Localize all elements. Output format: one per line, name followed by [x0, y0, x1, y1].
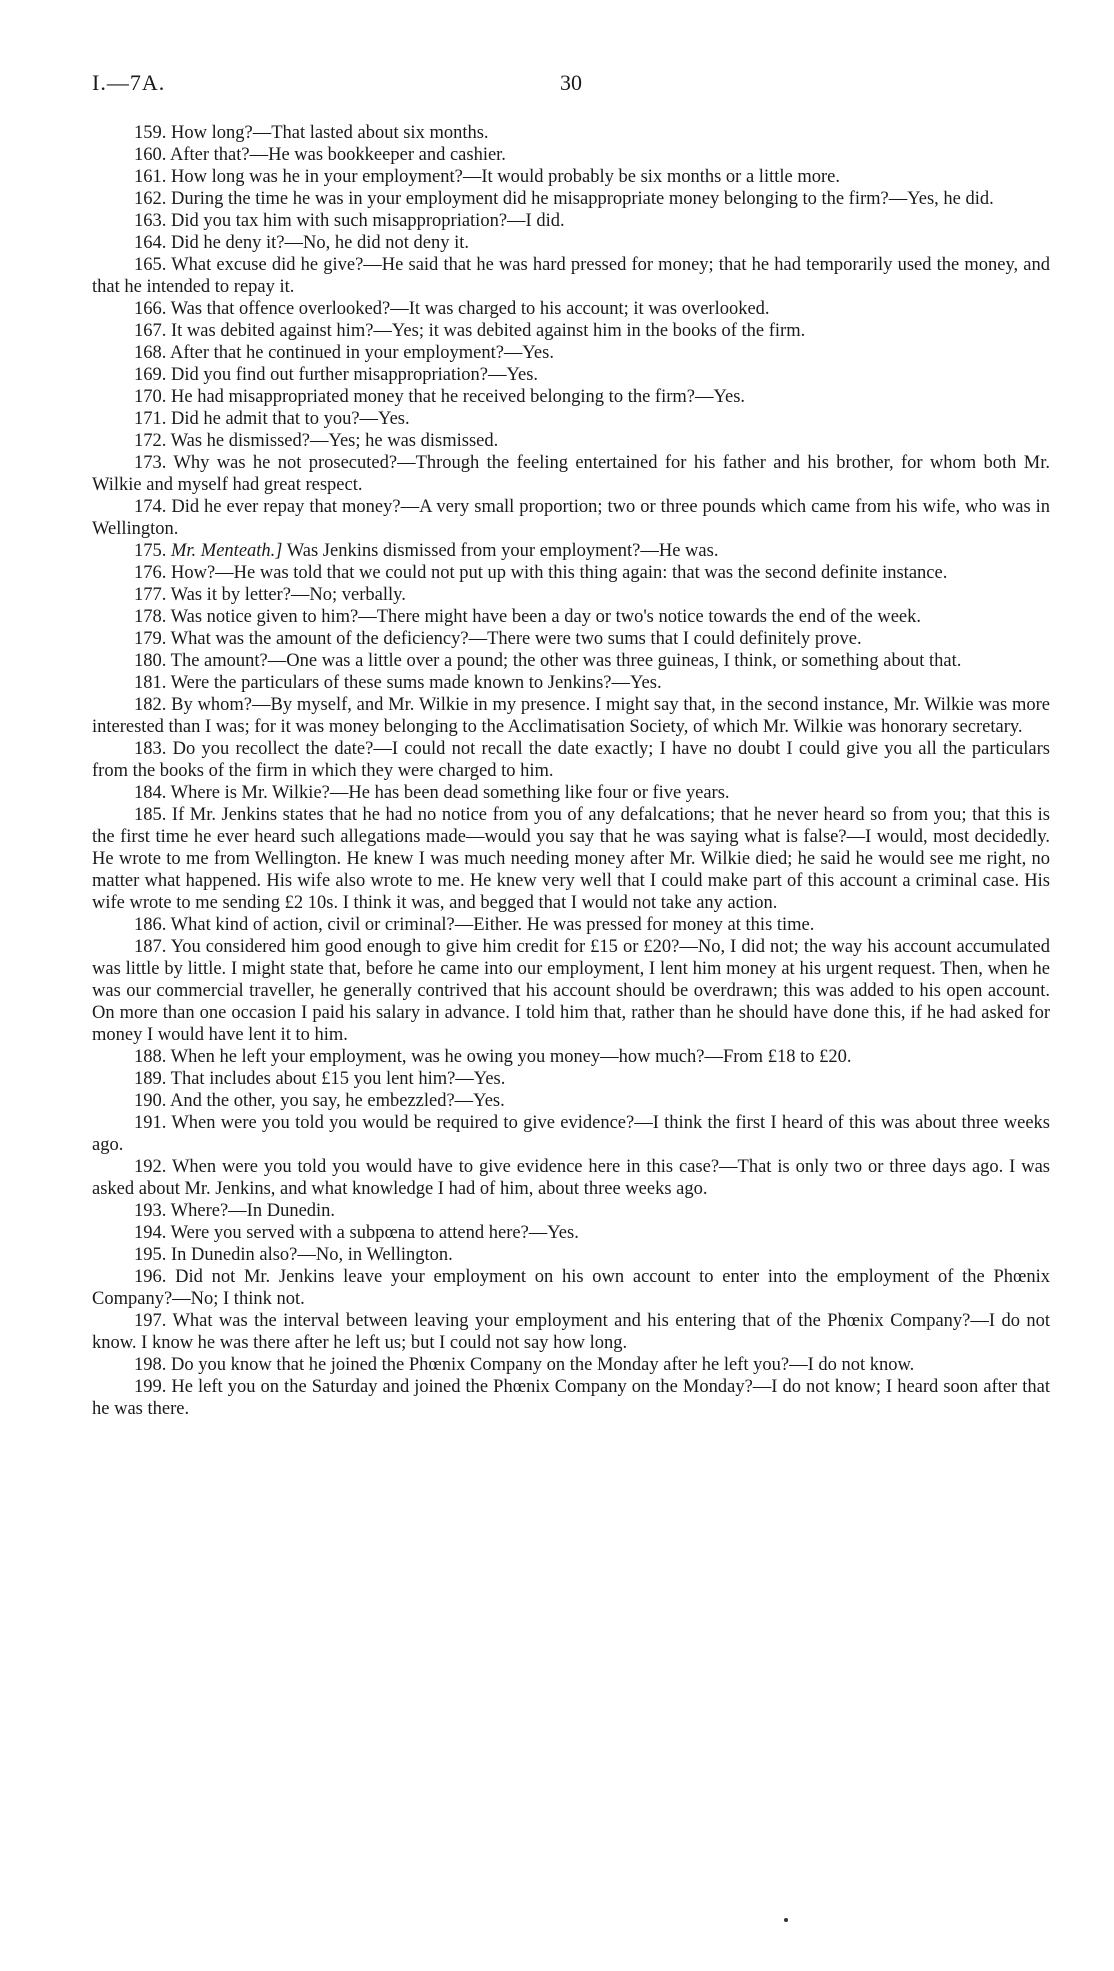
question-number: 191.	[134, 1113, 167, 1133]
question-number: 182.	[134, 695, 167, 715]
question-answer-text: What kind of action, civil or criminal?—Either. He was pressed for money at this time.	[170, 915, 815, 935]
question-number: 195.	[134, 1245, 167, 1265]
question-answer-text: During the time he was in your employment did he misappropriate money belonging to the firm?—Yes, he did.	[171, 189, 994, 209]
testimony-paragraph	[92, 562, 1050, 584]
question-number: 183.	[134, 739, 167, 759]
testimony-paragraph	[92, 1090, 1050, 1112]
question-answer-text: What was the amount of the deficiency?—There were two sums that I could definitely prove.	[170, 629, 862, 649]
question-answer-text: Where?—In Dunedin.	[170, 1201, 336, 1221]
question-answer-text: By whom?—By myself, and Mr. Wilkie in my presence. I might say that, in the second instance, Mr. Wilkie was more interested than I was; for it was money belonging to the Acclimatisation Society, of which Mr. Wilkie was honorary secretary.	[92, 695, 1050, 737]
question-number: 173.	[134, 453, 167, 473]
question-number: 198.	[134, 1355, 167, 1375]
testimony-paragraph	[92, 342, 1050, 364]
question-answer-text: Did not Mr. Jenkins leave your employment on his own account to enter into the employment of the Phœnix Company?—No; I think not.	[92, 1267, 1050, 1309]
question-number: 166.	[134, 299, 167, 319]
testimony-paragraph	[92, 1266, 1050, 1310]
question-answer-text: In Dunedin also?—No, in Wellington.	[171, 1245, 453, 1265]
testimony-paragraph	[92, 320, 1050, 342]
testimony-paragraph	[92, 1244, 1050, 1266]
testimony-paragraph	[92, 430, 1050, 452]
question-answer-text: What was the interval between leaving your employment and his entering that of the Phœnix Company?—I do not know. I know he was there after he left us; but I could not say how long.	[92, 1311, 1050, 1353]
question-number: 178.	[134, 607, 167, 627]
testimony-paragraph	[92, 694, 1050, 738]
question-number: 188.	[134, 1047, 167, 1067]
question-number: 187.	[134, 937, 167, 957]
question-answer-text: Did you find out further misappropriation?—Yes.	[171, 365, 539, 385]
question-answer-text: That includes about £15 you lent him?—Yes.	[170, 1069, 506, 1089]
testimony-paragraph	[92, 166, 1050, 188]
testimony-paragraph	[92, 540, 1050, 562]
testimony-paragraph	[92, 1200, 1050, 1222]
question-number: 179.	[134, 629, 167, 649]
question-number: 162.	[134, 189, 167, 209]
question-answer-text: It was debited against him?—Yes; it was debited against him in the books of the firm.	[171, 321, 806, 341]
question-answer-text: When he left your employment, was he owing you money—how much?—From £18 to £20.	[170, 1047, 852, 1067]
testimony-paragraph	[92, 408, 1050, 430]
question-number: 174.	[134, 497, 167, 517]
question-answer-text: After that he continued in your employment?—Yes.	[169, 343, 554, 363]
testimony-paragraph	[92, 1156, 1050, 1200]
question-answer-text: Did he deny it?—No, he did not deny it.	[171, 233, 470, 253]
question-answer-text: Did he ever repay that money?—A very small proportion; two or three pounds which came from his wife, who was in Wellington.	[92, 497, 1050, 539]
question-answer-text: Were the particulars of these sums made known to Jenkins?—Yes.	[170, 673, 662, 693]
question-answer-text: And the other, you say, he embezzled?—Yes.	[169, 1091, 505, 1111]
testimony-paragraph	[92, 1310, 1050, 1354]
question-answer-text: How long was he in your employment?—It would probably be six months or a little more.	[171, 167, 840, 187]
question-number: 164.	[134, 233, 167, 253]
testimony-paragraph	[92, 298, 1050, 320]
question-number: 171.	[134, 409, 167, 429]
question-answer-text: He had misappropriated money that he received belonging to the firm?—Yes.	[171, 387, 746, 407]
question-number: 176.	[134, 563, 167, 583]
question-answer-text: When were you told you would have to give evidence here in this case?—That is only two or three days ago. I was asked about Mr. Jenkins, and what knowledge I had of him, about three weeks ago.	[92, 1157, 1050, 1199]
question-number: 170.	[134, 387, 167, 407]
question-answer-text: When were you told you would be required to give evidence?—I think the first I heard of this was about three weeks ago.	[92, 1113, 1050, 1155]
question-answer-text: The amount?—One was a little over a pound; the other was three guineas, I think, or something about that.	[170, 651, 962, 671]
testimony-paragraph	[92, 804, 1050, 914]
question-answer-text: How?—He was told that we could not put up with this thing again: that was the second definite instance.	[171, 563, 948, 583]
testimony-paragraph	[92, 782, 1050, 804]
testimony-paragraph	[92, 188, 1050, 210]
question-answer-text: What excuse did he give?—He said that he was hard pressed for money; that he had temporarily used the money, and that he intended to repay it.	[92, 255, 1050, 297]
speaker-name: Mr. Menteath.]	[171, 541, 283, 561]
question-answer-text: After that?—He was bookkeeper and cashier.	[169, 145, 506, 165]
question-number: 167.	[134, 321, 167, 341]
question-number: 196.	[134, 1267, 167, 1287]
question-answer-text: Was he dismissed?—Yes; he was dismissed.	[170, 431, 499, 451]
testimony-paragraph	[92, 232, 1050, 254]
testimony-paragraph	[92, 210, 1050, 232]
question-number: 185.	[134, 805, 167, 825]
testimony-paragraph	[92, 1068, 1050, 1090]
question-number: 175.	[134, 541, 167, 561]
question-answer-text: You considered him good enough to give him credit for £15 or £20?—No, I did not; the way his account accumulated was little by little. I might state that, before he came into our employment, I lent him money at his urgent request. Then, when he was our commercial traveller, he generally contrived that his account should be overdrawn; this was added to his open account. On more than one occasion I paid his salary in advance. I told him that, rather than he should have done this, if he had asked for money I would have lent it to him.	[92, 937, 1050, 1045]
question-answer-text: Why was he not prosecuted?—Through the feeling entertained for his father and his brother, for whom both Mr. Wilkie and myself had great respect.	[92, 453, 1051, 495]
question-number: 199.	[134, 1377, 167, 1397]
question-number: 163.	[134, 211, 167, 231]
testimony-paragraph	[92, 914, 1050, 936]
scan-speck	[784, 1918, 788, 1922]
page-number: 30	[560, 70, 582, 95]
testimony-body	[92, 122, 1050, 1420]
question-number: 159.	[134, 123, 167, 143]
document-reference: I.—7A.	[92, 70, 166, 95]
question-answer-text: If Mr. Jenkins states that he had no notice from you of any defalcations; that he never heard so from you; that this is the first time he ever heard such allegations made—would you say that he was saying what is false?—I would, most decidedly. He wrote to me from Wellington. He knew I was much needing money after Mr. Wilkie died; he said he would see me right, no matter what happened. His wife also wrote to me. He knew very well that I could make part of this account a criminal case. His wife wrote to me sending £2 10s. I think it was, and begged that I would not take any action.	[92, 805, 1051, 913]
testimony-paragraph	[92, 386, 1050, 408]
testimony-paragraph	[92, 606, 1050, 628]
testimony-paragraph	[92, 672, 1050, 694]
testimony-paragraph	[92, 584, 1050, 606]
question-answer-text: Do you recollect the date?—I could not recall the date exactly; I have no doubt I could give you all the particulars from the books of the firm in which they were charged to him.	[92, 739, 1050, 781]
question-number: 181.	[134, 673, 167, 693]
question-number: 189.	[134, 1069, 167, 1089]
testimony-paragraph	[92, 1222, 1050, 1244]
testimony-paragraph	[92, 1046, 1050, 1068]
question-answer-text: Was Jenkins dismissed from your employment?—He was.	[282, 541, 719, 561]
question-answer-text: How long?—That lasted about six months.	[171, 123, 489, 143]
testimony-paragraph	[92, 254, 1050, 298]
testimony-paragraph	[92, 364, 1050, 386]
testimony-paragraph	[92, 1112, 1050, 1156]
question-number: 161.	[134, 167, 167, 187]
question-number: 192.	[134, 1157, 167, 1177]
testimony-paragraph	[92, 628, 1050, 650]
question-number: 184.	[134, 783, 167, 803]
question-number: 193.	[134, 1201, 167, 1221]
question-answer-text: Was it by letter?—No; verbally.	[170, 585, 406, 605]
question-answer-text: Did you tax him with such misappropriation?—I did.	[171, 211, 565, 231]
question-number: 169.	[134, 365, 167, 385]
testimony-paragraph	[92, 650, 1050, 672]
testimony-paragraph	[92, 936, 1050, 1046]
testimony-paragraph	[92, 122, 1050, 144]
testimony-paragraph	[92, 144, 1050, 166]
question-number: 165.	[134, 255, 167, 275]
page-header	[92, 70, 1050, 100]
question-number: 160.	[134, 145, 167, 165]
question-number: 180.	[134, 651, 167, 671]
question-number: 194.	[134, 1223, 167, 1243]
question-answer-text: Do you know that he joined the Phœnix Company on the Monday after he left you?—I do not know.	[171, 1355, 915, 1375]
question-number: 177.	[134, 585, 167, 605]
testimony-paragraph	[92, 1376, 1050, 1420]
question-number: 168.	[134, 343, 167, 363]
testimony-paragraph	[92, 1354, 1050, 1376]
question-number: 172.	[134, 431, 167, 451]
testimony-paragraph	[92, 496, 1050, 540]
question-answer-text: Was that offence overlooked?—It was charged to his account; it was overlooked.	[170, 299, 770, 319]
question-answer-text: Were you served with a subpœna to attend here?—Yes.	[170, 1223, 579, 1243]
question-number: 197.	[134, 1311, 167, 1331]
question-answer-text: Was notice given to him?—There might have been a day or two's notice towards the end of the week.	[170, 607, 922, 627]
testimony-paragraph	[92, 452, 1050, 496]
question-answer-text: He left you on the Saturday and joined the Phœnix Company on the Monday?—I do not know; I heard soon after that he was there.	[92, 1377, 1050, 1419]
question-answer-text: Where is Mr. Wilkie?—He has been dead something like four or five years.	[170, 783, 730, 803]
question-number: 186.	[134, 915, 167, 935]
testimony-paragraph	[92, 738, 1050, 782]
question-number: 190.	[134, 1091, 167, 1111]
question-answer-text: Did he admit that to you?—Yes.	[171, 409, 410, 429]
